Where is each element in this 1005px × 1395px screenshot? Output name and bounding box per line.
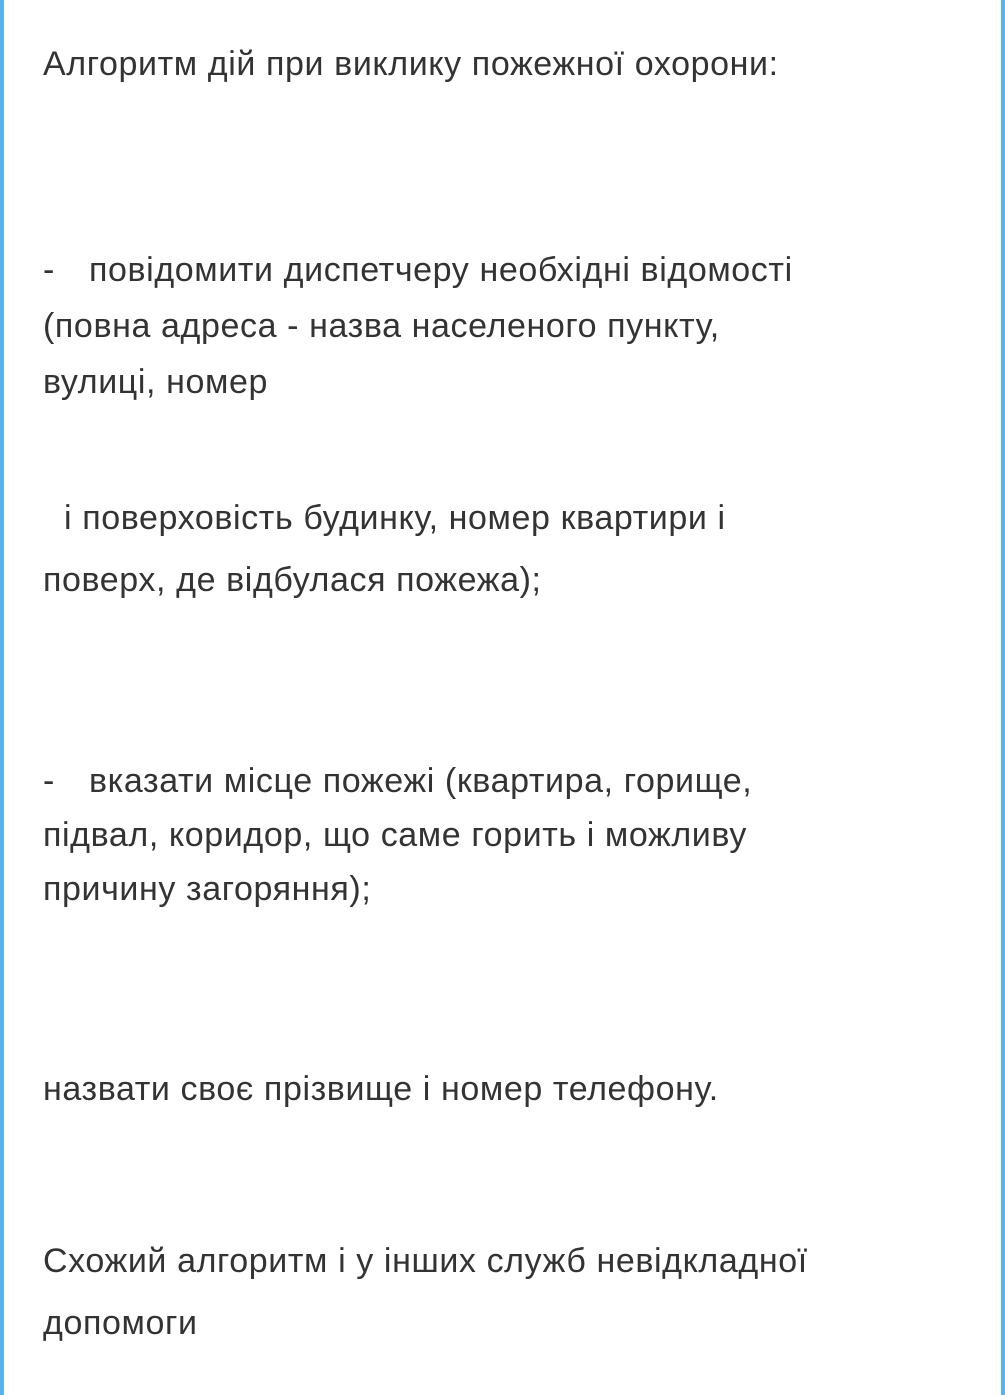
item2-line1: вказати місце пожежі (квартира, горище, [89,762,753,800]
item1-line4: і поверховість будинку, номер квартири і [64,499,726,537]
item2-line3: причину загоряння); [43,870,372,908]
item1-first-line [43,250,793,290]
item2-first-line [43,761,752,801]
closing-line1: Схожий алгоритм і у інших служб невідкладної [43,1242,808,1280]
item1-line1: повідомити диспетчеру необхідні відомості [89,251,793,289]
list-dash: - [43,251,55,289]
item3-line1: назвати своє прізвище і номер телефону. [43,1070,719,1108]
item1-line3: вулиці, номер [43,363,268,401]
page-title: Алгоритм дій при виклику пожежної охорони: [43,45,779,83]
item1-line2: (повна адреса - назва населеного пункту, [43,307,720,345]
item2-line2: підвал, коридор, що саме горить і можливу [43,816,747,854]
closing-line2: допомоги [43,1304,198,1342]
list-dash: - [43,762,55,800]
item1-line5: поверх, де відбулася пожежа); [43,561,542,599]
